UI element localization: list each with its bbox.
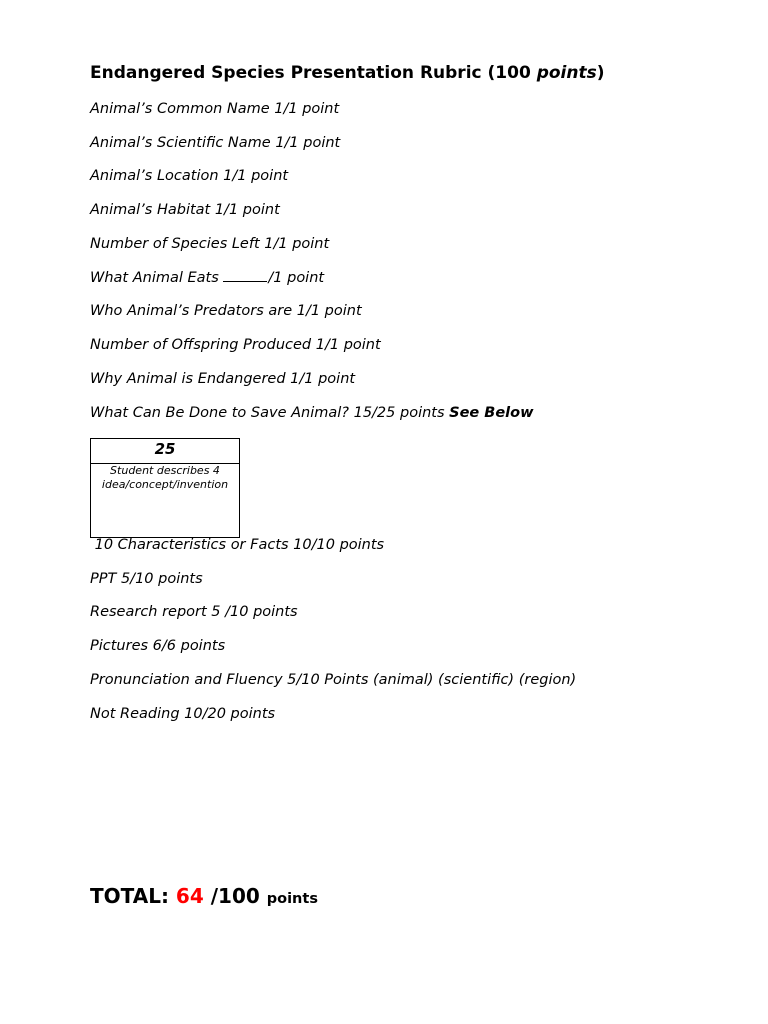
save-animal-label: What Can Be Done to Save Animal? 15/25 points bbox=[90, 405, 450, 421]
rubric-item-habitat: Animal’s Habitat 1/1 point bbox=[90, 202, 280, 218]
rubric-item-pronunciation: Pronunciation and Fluency 5/10 Points (animal) (scientific) (region) bbox=[90, 672, 577, 688]
total-unit: points bbox=[266, 891, 318, 907]
score-box-score: 25 bbox=[91, 439, 239, 464]
title-prefix: Endangered Species Presentation Rubric (100 bbox=[90, 63, 537, 83]
score-box bbox=[90, 438, 240, 538]
rubric-item-eats bbox=[90, 269, 324, 286]
score-box-description: Student describes 4 idea/concept/invention bbox=[101, 464, 229, 491]
rubric-item-offspring: Number of Offspring Produced 1/1 point bbox=[90, 337, 381, 353]
title-suffix: ) bbox=[596, 63, 605, 83]
rubric-item-characteristics: 10 Characteristics or Facts 10/10 points bbox=[90, 537, 385, 553]
rubric-item-endangered-reason: Why Animal is Endangered 1/1 point bbox=[90, 371, 356, 387]
total-label: TOTAL: bbox=[90, 884, 176, 908]
total-score-value: 64 bbox=[175, 884, 204, 908]
score-blank bbox=[223, 269, 267, 282]
rubric-title bbox=[90, 63, 605, 83]
rubric-item-ppt: PPT 5/10 points bbox=[90, 571, 203, 587]
eats-points: /1 point bbox=[268, 270, 325, 286]
rubric-item-species-left: Number of Species Left 1/1 point bbox=[90, 236, 330, 252]
rubric-item-scientific-name: Animal’s Scientific Name 1/1 point bbox=[90, 135, 341, 151]
rubric-item-not-reading: Not Reading 10/20 points bbox=[90, 706, 276, 722]
rubric-item-location: Animal’s Location 1/1 point bbox=[90, 168, 289, 184]
eats-label: What Animal Eats bbox=[90, 270, 224, 286]
rubric-item-predators: Who Animal’s Predators are 1/1 point bbox=[90, 303, 362, 319]
rubric-item-save-animal bbox=[90, 405, 534, 421]
rubric-item-common-name: Animal’s Common Name 1/1 point bbox=[90, 101, 340, 117]
title-italic: points bbox=[536, 63, 597, 83]
rubric-item-research-report: Research report 5 /10 points bbox=[90, 604, 298, 620]
see-below-note: See Below bbox=[449, 405, 534, 421]
total-out-of: /100 bbox=[203, 884, 267, 908]
total-score bbox=[90, 884, 318, 908]
rubric-item-pictures: Pictures 6/6 points bbox=[90, 638, 226, 654]
